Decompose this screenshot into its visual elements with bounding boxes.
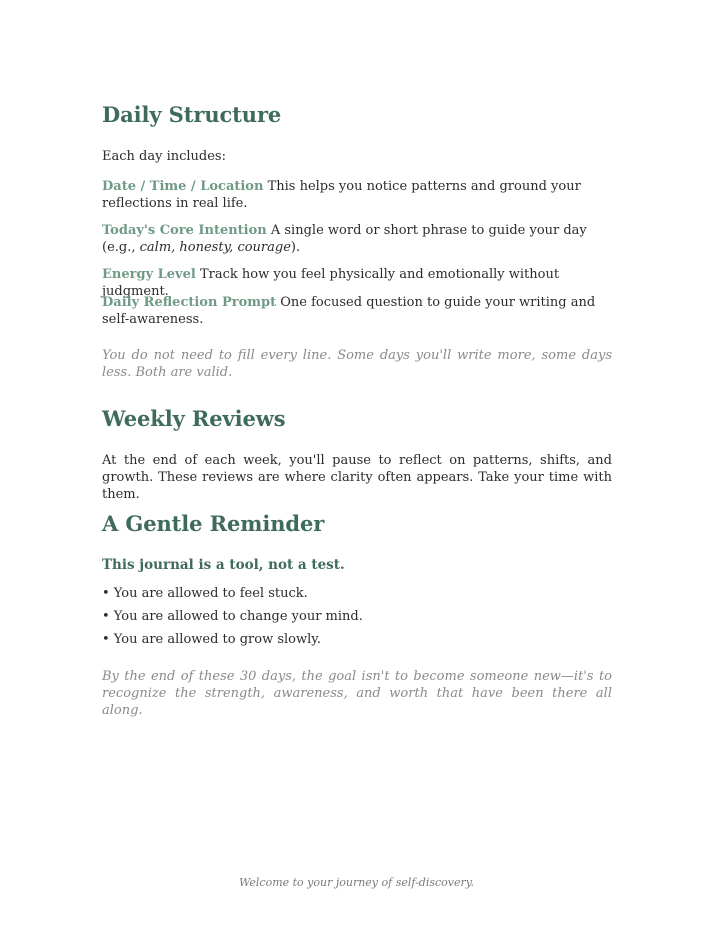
daily-item-intention	[102, 222, 612, 256]
gentle-reminder-heading: A Gentle Reminder	[102, 511, 325, 536]
reminder-bullet: • You are allowed to grow slowly.	[102, 632, 322, 647]
daily-intro: Each day includes:	[102, 149, 226, 164]
daily-structure-heading: Daily Structure	[102, 102, 282, 127]
reminder-closing: By the end of these 30 days, the goal isn't to become someone new—it's to recognize the strength, awareness, and worth that have been there all along.	[102, 669, 612, 718]
daily-item-date	[102, 178, 612, 212]
daily-item-text-after: ).	[290, 240, 301, 255]
reminder-bullet: • You are allowed to feel stuck.	[102, 586, 308, 601]
reminder-bullet: • You are allowed to change your mind.	[102, 609, 363, 624]
page-footer: Welcome to your journey of self-discovery.	[238, 876, 475, 889]
reminder-subtitle: This journal is a tool, not a test.	[102, 557, 345, 573]
daily-item-term: Date / Time / Location	[102, 179, 264, 194]
daily-item-text: A single word or short phrase to guide your day (e.g.,	[102, 223, 587, 255]
weekly-body: At the end of each week, you'll pause to reflect on patterns, shifts, and growth. These reviews are where clarity often appears. Take your time with them.	[102, 453, 612, 502]
daily-item-text: This helps you notice patterns and ground your reflections in real life.	[102, 179, 581, 211]
daily-item-term: Daily Reflection Prompt	[102, 295, 277, 310]
daily-item-text: Track how you feel physically and emotionally without judgment.	[102, 267, 560, 299]
daily-item-prompt	[102, 294, 612, 328]
daily-note: You do not need to fill every line. Some days you'll write more, some days less. Both are valid.	[102, 348, 612, 380]
weekly-reviews-heading: Weekly Reviews	[102, 406, 286, 431]
daily-item-text: One focused question to guide your writing and self-awareness.	[102, 295, 596, 327]
intention-examples: calm, honesty, courage	[139, 240, 291, 255]
daily-item-term: Today's Core Intention	[102, 223, 267, 238]
daily-item-term: Energy Level	[102, 267, 196, 282]
